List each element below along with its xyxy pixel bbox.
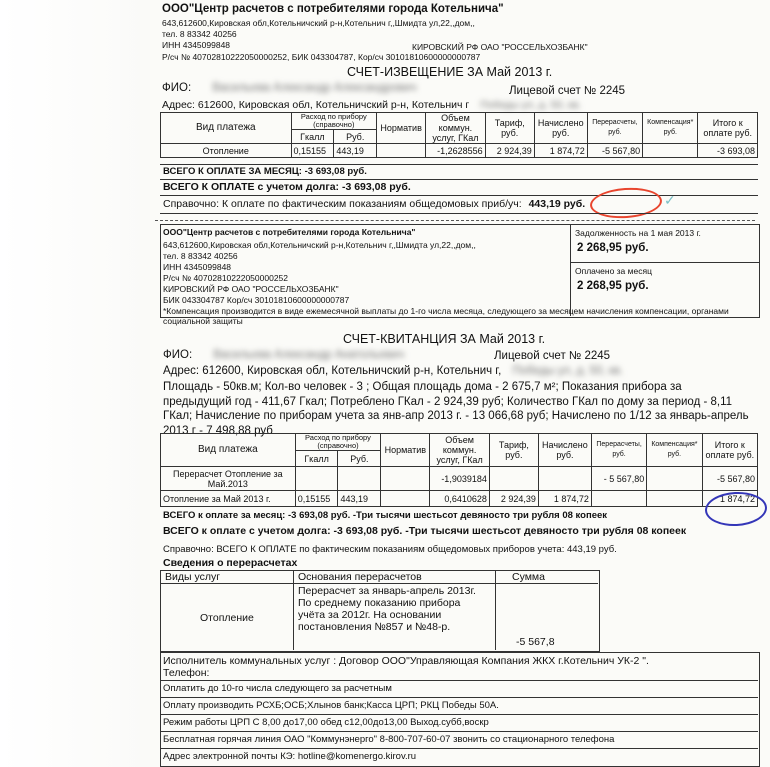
recalc-header-reason: Основания перерасчетов [298, 571, 422, 583]
debt-label: Задолженность на 1 мая 2013 г. [575, 228, 701, 238]
doc-title-2: СЧЕТ-КВИТАНЦИЯ ЗА Май 2013 г. [343, 332, 546, 346]
fio-line [162, 82, 416, 94]
account-number: Лицевой счет № 2245 [509, 85, 626, 97]
total-month: ВСЕГО К ОПЛАТЕ ЗА МЕСЯЦ: -3 693,08 руб. [163, 166, 367, 177]
cell-gcal: 0,15155 [295, 491, 338, 507]
cell-volume: -1,2628556 [426, 144, 486, 158]
th-charged-2: Начислено руб. [538, 434, 591, 467]
recalc-header-sum: Сумма [512, 571, 545, 583]
reference-line [163, 198, 585, 210]
cut-line [155, 220, 755, 221]
work-schedule: Режим работы ЦРП С 8,00 до17,00 обед с12,00до13,00 Выход.субб,воскр [163, 717, 489, 728]
th-rub: Руб. [334, 130, 377, 144]
cell-total: -3 693,08 [698, 144, 758, 158]
cell-type: Отопление [161, 144, 292, 158]
cell-charged: 1 874,72 [534, 144, 587, 158]
cell-charged [538, 467, 591, 491]
th-type: Вид платежа [161, 113, 292, 144]
bank-name-2: КИРОВСКИЙ РФ ОАО "РОССЕЛЬХОЗБАНК" [163, 284, 339, 294]
th-charged: Начислено руб. [534, 113, 587, 144]
org-phone: тел. 8 83342 40256 [162, 29, 237, 39]
th-total: Итого к оплате руб. [698, 113, 758, 144]
org-name: ООО"Центр расчетов с потребителями города Котельнича" [162, 3, 504, 15]
cell-volume: 0,6410628 [430, 491, 490, 507]
org-inn: ИНН 4345099848 [162, 40, 231, 50]
fio-value-2: Васильева Александр Анатольевич [213, 349, 405, 361]
reference-text: Справочно: К оплате по фактическим показаниям общедомовых приб/уч: [163, 198, 522, 210]
th-meter: Расход по прибору (справочно) [291, 113, 377, 130]
th-type-2: Вид платежа [161, 434, 296, 467]
charges-table [160, 112, 758, 158]
page-margin [0, 0, 150, 767]
th-gcal: Гкалл [291, 130, 334, 144]
cell-norm [377, 144, 426, 158]
property-details: Площадь - 50кв.м; Кол-во человек - 3 ; Общая площадь дома - 2 675,7 м²; Показания прибора за предыдущий год - 411,67 Гкал; Потреблено ГКал - 2 924,39 руб; Количество ГКал по дому за период - 8,11 ГКал; Начисление по приборам учета за янв-апр 2013 г. - 13 066,68 руб; Начислено по 1/12 за январь-апрель 2013 г - 7 498,88 руб [163, 381, 749, 437]
recalc-title: Сведения о перерасчетах [163, 557, 298, 569]
cell-type: Отопление за Май 2013 г. [161, 491, 296, 507]
th-tariff-2: Тариф, руб. [489, 434, 538, 467]
cell-total: 1 874,72 [702, 491, 757, 507]
cell-comp [647, 491, 702, 507]
doc-title: СЧЕТ-ИЗВЕЩЕНИЕ ЗА Май 2013 г. [347, 65, 553, 79]
fio-value: Васильева Александр Александрович [212, 82, 417, 94]
cell-charged: 1 874,72 [538, 491, 591, 507]
bank-account-2: Р/сч № 40702810222050000252 [163, 273, 289, 283]
th-meter-2: Расход по прибору (справочно) [295, 434, 381, 451]
table-row [161, 491, 758, 507]
reference-line-2: Справочно: ВСЕГО К ОПЛАТЕ по фактическим показаниям общедомовых приборов учета: 443,19 руб. [163, 544, 617, 555]
org-phone-2: тел. 8 83342 40256 [163, 251, 238, 261]
fio-line-2 [163, 349, 404, 361]
cell-total: -5 567,80 [702, 467, 757, 491]
bank-account: Р/сч № 40702810222050000252, БИК 043304787, Кор/сч 30101810600000000787 [162, 52, 481, 62]
th-norm-2: Норматив [381, 434, 430, 467]
address-line [162, 99, 581, 111]
th-tariff: Тариф, руб. [485, 113, 534, 144]
fio-label: ФИО: [162, 82, 192, 94]
address-text-2: Адрес: 612600, Кировская обл, Котельничский р-н, Котельнич г, [163, 365, 502, 377]
recalc-sum: -5 567,8 [516, 636, 555, 648]
cell-recalc [591, 491, 646, 507]
cell-comp [647, 467, 702, 491]
reference-value: 443,19 руб. [528, 198, 586, 210]
total-with-debt: ВСЕГО К ОПЛАТЕ с учетом долга: -3 693,08 руб. [163, 181, 411, 193]
cell-rub [338, 467, 381, 491]
compensation-note: *Компенсация производится в виде ежемесячной выплаты до 1-го числа месяца, следующего за месяцем начисления компенсации, органами социальной защиты [163, 306, 729, 326]
cell-tariff [489, 467, 538, 491]
cell-tariff: 2 924,39 [489, 491, 538, 507]
pay-before: Оплатить до 10-го числа следующего за расчетным [163, 683, 392, 694]
th-volume-2: Объем коммун. услуг, ГКал [430, 434, 490, 467]
cell-comp [643, 144, 698, 158]
check-mark: ✓ [664, 192, 676, 208]
address-hidden-2: Победы ул, д. 50, кв. [512, 365, 624, 377]
cell-type: Перерасчет Отопление за Май.2013 [161, 467, 296, 491]
th-recalc-2: Перерасчеты, руб. [591, 434, 646, 467]
pay-places: Оплату производить РСХБ;ОСБ;Хлынов банк;Касса ЦРП; РКЦ Победы 50А. [163, 700, 499, 711]
bank-name: КИРОВСКИЙ РФ ОАО "РОССЕЛЬХОЗБАНК" [412, 42, 588, 52]
org-address: 643,612600,Кировская обл,Котельничский р-н,Котельнич г,,Шмидта ул,22,,дом,, [162, 18, 475, 28]
th-comp: Компенсация* руб. [643, 113, 698, 144]
th-rub-2: Руб. [338, 451, 381, 467]
cell-rub: 443,19 [338, 491, 381, 507]
debt-value: 2 268,95 руб. [577, 242, 649, 254]
total-with-debt-2: ВСЕГО к оплате с учетом долга: -3 693,08 руб. -Три тысячи шестьсот девяносто три рубля 08 копеек [163, 525, 687, 537]
recalc-reason: Перерасчет за январь-апрель 2013г. По среднему показанию прибора учёта за 2012г. На основании постановления №857 и №48-р. [298, 585, 476, 633]
address-line-2 [163, 365, 623, 377]
th-volume: Объем коммун. услуг, ГКал [426, 113, 486, 144]
table-row [161, 467, 758, 491]
cell-norm [381, 467, 430, 491]
charges-table-2 [160, 433, 758, 507]
address-text: Адрес: 612600, Кировская обл, Котельничский р-н, Котельнич г [162, 99, 470, 111]
email-line: Адрес электронной почты КЭ: hotline@komenergo.kirov.ru [163, 751, 417, 762]
recalc-header-service: Виды услуг [165, 571, 221, 583]
cell-gcal: 0,15155 [291, 144, 334, 158]
address-hidden: Победы ул, д. 50, кв. [480, 99, 582, 111]
executor-phone: Телефон: [163, 667, 210, 679]
org-name-2: ООО"Центр расчетов с потребителями города Котельнича" [163, 227, 416, 237]
cell-rub: 443,19 [334, 144, 377, 158]
paid-value: 2 268,95 руб. [577, 280, 649, 292]
th-recalc: Перерасчеты, руб. [587, 113, 642, 144]
th-comp-2: Компенсация* руб. [647, 434, 702, 467]
recalc-service: Отопление [200, 612, 254, 624]
th-total-2: Итого к оплате руб. [702, 434, 757, 467]
bik-2: БИК 043304787 Кор/сч 30101810600000000787 [163, 295, 350, 305]
fio-label-2: ФИО: [163, 349, 193, 361]
th-gcal-2: Гкалл [295, 451, 338, 467]
hotline: Бесплатная горячая линия ОАО "Коммунэнерго" 8-800-707-60-07 звонить со стационарного телефона [163, 734, 615, 745]
cell-volume: -1,9039184 [430, 467, 490, 491]
cell-gcal [295, 467, 338, 491]
cell-norm [381, 491, 430, 507]
cell-recalc: - 5 567,80 [591, 467, 646, 491]
org-inn-2: ИНН 4345099848 [163, 262, 232, 272]
executor-line: Исполнитель коммунальных услуг : Договор ООО"Управляющая Компания ЖКХ г.Котельнич УК-2 ". [163, 655, 649, 667]
paid-label: Оплачено за месяц [575, 266, 652, 276]
cell-tariff: 2 924,39 [485, 144, 534, 158]
account-number-2: Лицевой счет № 2245 [494, 350, 611, 362]
cell-recalc: -5 567,80 [587, 144, 642, 158]
org-address-2: 643,612600,Кировская обл,Котельничский р-н,Котельнич г,,Шмидта ул,22,,дом,, [163, 240, 476, 250]
total-month-2: ВСЕГО к оплате за месяц: -3 693,08 руб. -Три тысячи шестьсот девяносто три рубля 08 копеек [163, 510, 608, 521]
table-row [161, 144, 758, 158]
th-norm: Норматив [377, 113, 426, 144]
